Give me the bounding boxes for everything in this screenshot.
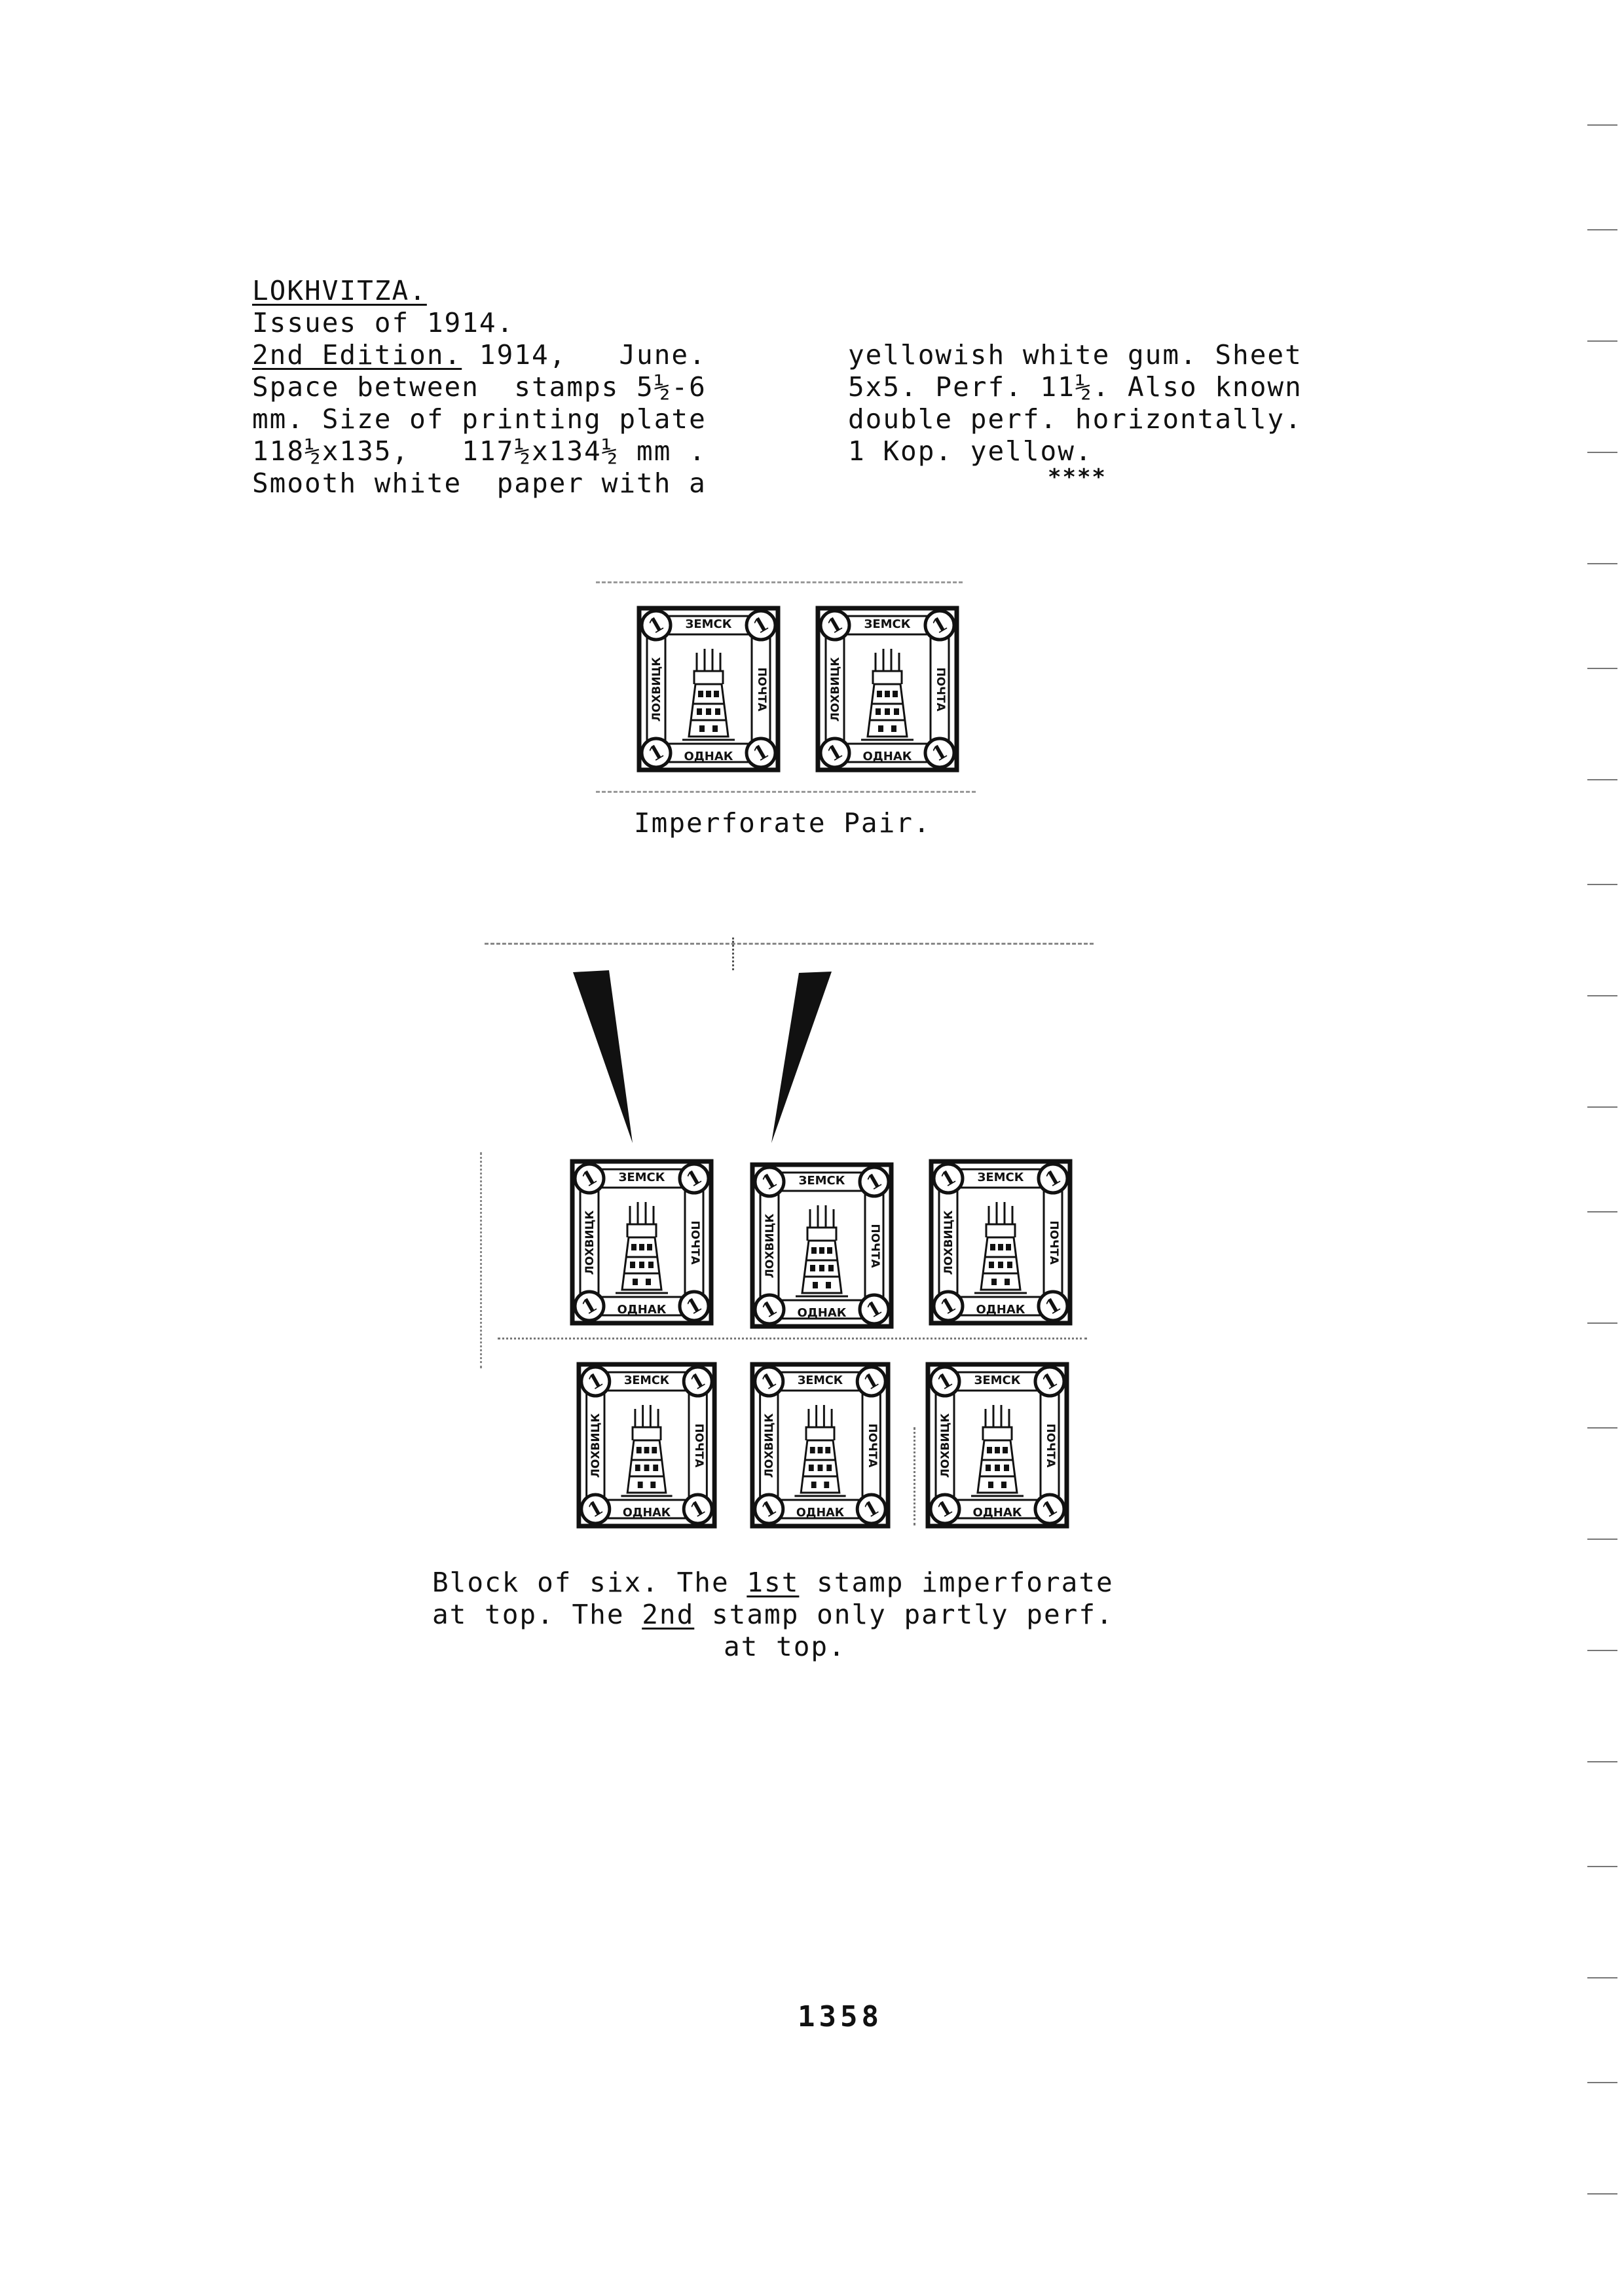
svg-text:1: 1 bbox=[1038, 1368, 1062, 1395]
svg-text:ОДНАК: ОДНАК bbox=[797, 1306, 847, 1320]
svg-text:ЗЕМСК: ЗЕМСК bbox=[618, 1171, 665, 1184]
stamp-block-3 bbox=[929, 1159, 1073, 1326]
svg-text:1: 1 bbox=[936, 1293, 961, 1320]
stamp-icon bbox=[750, 1162, 894, 1329]
page-number: 1358 bbox=[798, 2000, 883, 2033]
svg-text:1: 1 bbox=[859, 1367, 883, 1395]
block-left-edge bbox=[480, 1152, 482, 1368]
svg-text:1: 1 bbox=[758, 1169, 782, 1195]
svg-text:ОДНАК: ОДНАК bbox=[972, 1506, 1022, 1520]
right-line-2: 5x5. Perf. 11½. Also known bbox=[848, 371, 1302, 403]
arrow-icon bbox=[766, 969, 838, 1146]
stamp-icon bbox=[929, 1159, 1073, 1326]
svg-text:ОДНАК: ОДНАК bbox=[796, 1505, 845, 1520]
ordinal-1st: 1st bbox=[747, 1567, 800, 1598]
svg-text:1: 1 bbox=[936, 1165, 961, 1192]
svg-text:ЗЕМСК: ЗЕМСК bbox=[864, 617, 911, 631]
stamp-block-2 bbox=[750, 1162, 894, 1329]
binder-mark bbox=[1587, 124, 1617, 126]
pair-caption: Imperforate Pair. bbox=[634, 807, 931, 839]
binder-mark bbox=[1587, 779, 1617, 780]
pair-bottom-edge bbox=[596, 791, 976, 793]
svg-text:ПОЧТА: ПОЧТА bbox=[934, 667, 947, 712]
svg-text:1: 1 bbox=[583, 1367, 607, 1395]
svg-text:ПОЧТА: ПОЧТА bbox=[755, 667, 768, 712]
binder-mark bbox=[1587, 668, 1617, 669]
svg-text:1: 1 bbox=[644, 612, 669, 639]
svg-text:ЗЕМСК: ЗЕМСК bbox=[685, 617, 732, 631]
right-line-4: 1 Kop. yellow. bbox=[848, 435, 1093, 467]
svg-text:ОДНАК: ОДНАК bbox=[622, 1505, 671, 1520]
svg-text:ОДНАК: ОДНАК bbox=[684, 750, 733, 763]
svg-text:1: 1 bbox=[749, 740, 773, 767]
svg-text:ПОЧТА: ПОЧТА bbox=[868, 1224, 881, 1268]
arrow-icon bbox=[563, 969, 642, 1146]
right-line-3: double perf. horizontally. bbox=[848, 403, 1302, 435]
binder-mark bbox=[1587, 1977, 1617, 1978]
block-middle-perf bbox=[498, 1338, 1087, 1339]
pair-top-edge bbox=[596, 581, 963, 583]
left-line-4: Smooth white paper with a bbox=[252, 467, 707, 499]
svg-text:ЛОХВИЦК: ЛОХВИЦК bbox=[583, 1210, 597, 1275]
stamp-icon bbox=[750, 1362, 891, 1529]
stamp-icon bbox=[815, 606, 959, 773]
left-line-3: 118½x135, 117½x134½ mm . bbox=[252, 435, 707, 467]
svg-text:1: 1 bbox=[859, 1495, 883, 1523]
svg-text:ПОЧТА: ПОЧТА bbox=[866, 1423, 879, 1468]
svg-text:ПОЧТА: ПОЧТА bbox=[1044, 1423, 1057, 1468]
svg-text:1: 1 bbox=[583, 1495, 607, 1523]
svg-text:ОДНАК: ОДНАК bbox=[976, 1303, 1025, 1317]
binder-mark bbox=[1587, 995, 1617, 996]
svg-text:ЛОХВИЦК: ЛОХВИЦК bbox=[939, 1413, 952, 1478]
section-subtitle: Issues of 1914. bbox=[252, 307, 515, 338]
svg-text:ЛОХВИЦК: ЛОХВИЦК bbox=[764, 1213, 777, 1279]
block-caption-line-1: Block of six. The 1st stamp imperforate bbox=[432, 1567, 1114, 1598]
svg-text:ПОЧТА: ПОЧТА bbox=[1047, 1220, 1060, 1265]
stamp-icon bbox=[637, 606, 781, 773]
svg-text:1: 1 bbox=[686, 1367, 709, 1395]
svg-text:ЗЕМСК: ЗЕМСК bbox=[977, 1171, 1024, 1184]
svg-text:1: 1 bbox=[686, 1495, 709, 1523]
block-top-edge bbox=[485, 943, 1094, 945]
binder-mark bbox=[1587, 2193, 1617, 2195]
svg-text:ЛОХВИЦК: ЛОХВИЦК bbox=[589, 1413, 602, 1478]
svg-text:1: 1 bbox=[758, 1296, 782, 1323]
svg-text:1: 1 bbox=[933, 1368, 957, 1395]
svg-text:1: 1 bbox=[749, 612, 773, 639]
svg-text:1: 1 bbox=[823, 740, 847, 767]
edition-line bbox=[252, 339, 707, 371]
svg-text:ЛОХВИЦК: ЛОХВИЦК bbox=[942, 1210, 955, 1275]
svg-text:ЗЕМСК: ЗЕМСК bbox=[797, 1373, 843, 1388]
svg-text:1: 1 bbox=[862, 1169, 887, 1195]
stamp-block-6 bbox=[925, 1362, 1069, 1529]
svg-text:1: 1 bbox=[823, 612, 847, 639]
svg-text:1: 1 bbox=[862, 1296, 887, 1323]
stamp-pair-2 bbox=[815, 606, 959, 773]
svg-text:ЛОХВИЦК: ЛОХВИЦК bbox=[762, 1413, 776, 1478]
edition-label: 2nd Edition. bbox=[252, 339, 462, 371]
svg-text:1: 1 bbox=[644, 740, 669, 767]
svg-text:1: 1 bbox=[933, 1496, 957, 1523]
svg-text:1: 1 bbox=[757, 1495, 781, 1523]
left-line-2: mm. Size of printing plate bbox=[252, 403, 707, 435]
right-line-1: yellowish white gum. Sheet bbox=[848, 339, 1302, 371]
svg-text:ОДНАК: ОДНАК bbox=[862, 750, 912, 763]
svg-text:1: 1 bbox=[1041, 1165, 1065, 1192]
left-line-1: Space between stamps 5½-6 bbox=[252, 371, 707, 403]
stamp-block-4 bbox=[576, 1362, 717, 1529]
binder-mark bbox=[1587, 1650, 1617, 1651]
svg-text:1: 1 bbox=[682, 1165, 707, 1192]
svg-text:1: 1 bbox=[578, 1293, 602, 1320]
binder-mark bbox=[1587, 2082, 1617, 2083]
svg-text:1: 1 bbox=[1038, 1496, 1062, 1523]
binder-mark bbox=[1587, 452, 1617, 453]
binder-mark bbox=[1587, 1427, 1617, 1429]
binder-mark bbox=[1587, 1866, 1617, 1867]
svg-text:1: 1 bbox=[928, 740, 952, 767]
svg-text:1: 1 bbox=[1041, 1293, 1065, 1320]
svg-text:1: 1 bbox=[682, 1293, 707, 1320]
svg-text:ЗЕМСК: ЗЕМСК bbox=[974, 1374, 1021, 1387]
edition-date: 1914, June. bbox=[462, 339, 707, 371]
stamp-icon bbox=[576, 1362, 717, 1529]
binder-mark bbox=[1587, 1106, 1617, 1108]
svg-text:ЗЕМСК: ЗЕМСК bbox=[798, 1174, 845, 1188]
binder-mark bbox=[1587, 1322, 1617, 1324]
binder-mark bbox=[1587, 884, 1617, 885]
svg-text:1: 1 bbox=[928, 612, 952, 639]
svg-text:ЛОХВИЦК: ЛОХВИЦК bbox=[829, 657, 842, 722]
svg-text:ПОЧТА: ПОЧТА bbox=[688, 1220, 701, 1265]
svg-text:ЗЕМСК: ЗЕМСК bbox=[623, 1373, 670, 1388]
svg-text:ЛОХВИЦК: ЛОХВИЦК bbox=[650, 657, 663, 722]
stamp-icon bbox=[570, 1159, 714, 1326]
block-center-perf bbox=[732, 938, 734, 970]
ordinal-2nd: 2nd bbox=[642, 1599, 695, 1630]
block-caption-line-3: at top. bbox=[724, 1631, 846, 1662]
stamp-icon bbox=[925, 1362, 1069, 1529]
stamp-block-1 bbox=[570, 1159, 714, 1326]
block-right-perf bbox=[913, 1427, 915, 1525]
block-caption-line-2: at top. The 2nd stamp only partly perf. bbox=[432, 1599, 1114, 1630]
stamp-pair-1 bbox=[637, 606, 781, 773]
svg-text:ПОЧТА: ПОЧТА bbox=[692, 1423, 706, 1468]
separator-stars: **** bbox=[1048, 464, 1107, 490]
svg-text:1: 1 bbox=[757, 1367, 781, 1395]
binder-mark bbox=[1587, 229, 1617, 230]
svg-text:1: 1 bbox=[578, 1165, 602, 1192]
binder-mark bbox=[1587, 563, 1617, 564]
section-title: LOKHVITZA. bbox=[252, 275, 427, 306]
binder-mark bbox=[1587, 340, 1617, 342]
binder-mark bbox=[1587, 1539, 1617, 1540]
binder-mark bbox=[1587, 1761, 1617, 1762]
svg-text:ОДНАК: ОДНАК bbox=[617, 1303, 667, 1317]
stamp-block-5 bbox=[750, 1362, 891, 1529]
binder-mark bbox=[1587, 1211, 1617, 1212]
